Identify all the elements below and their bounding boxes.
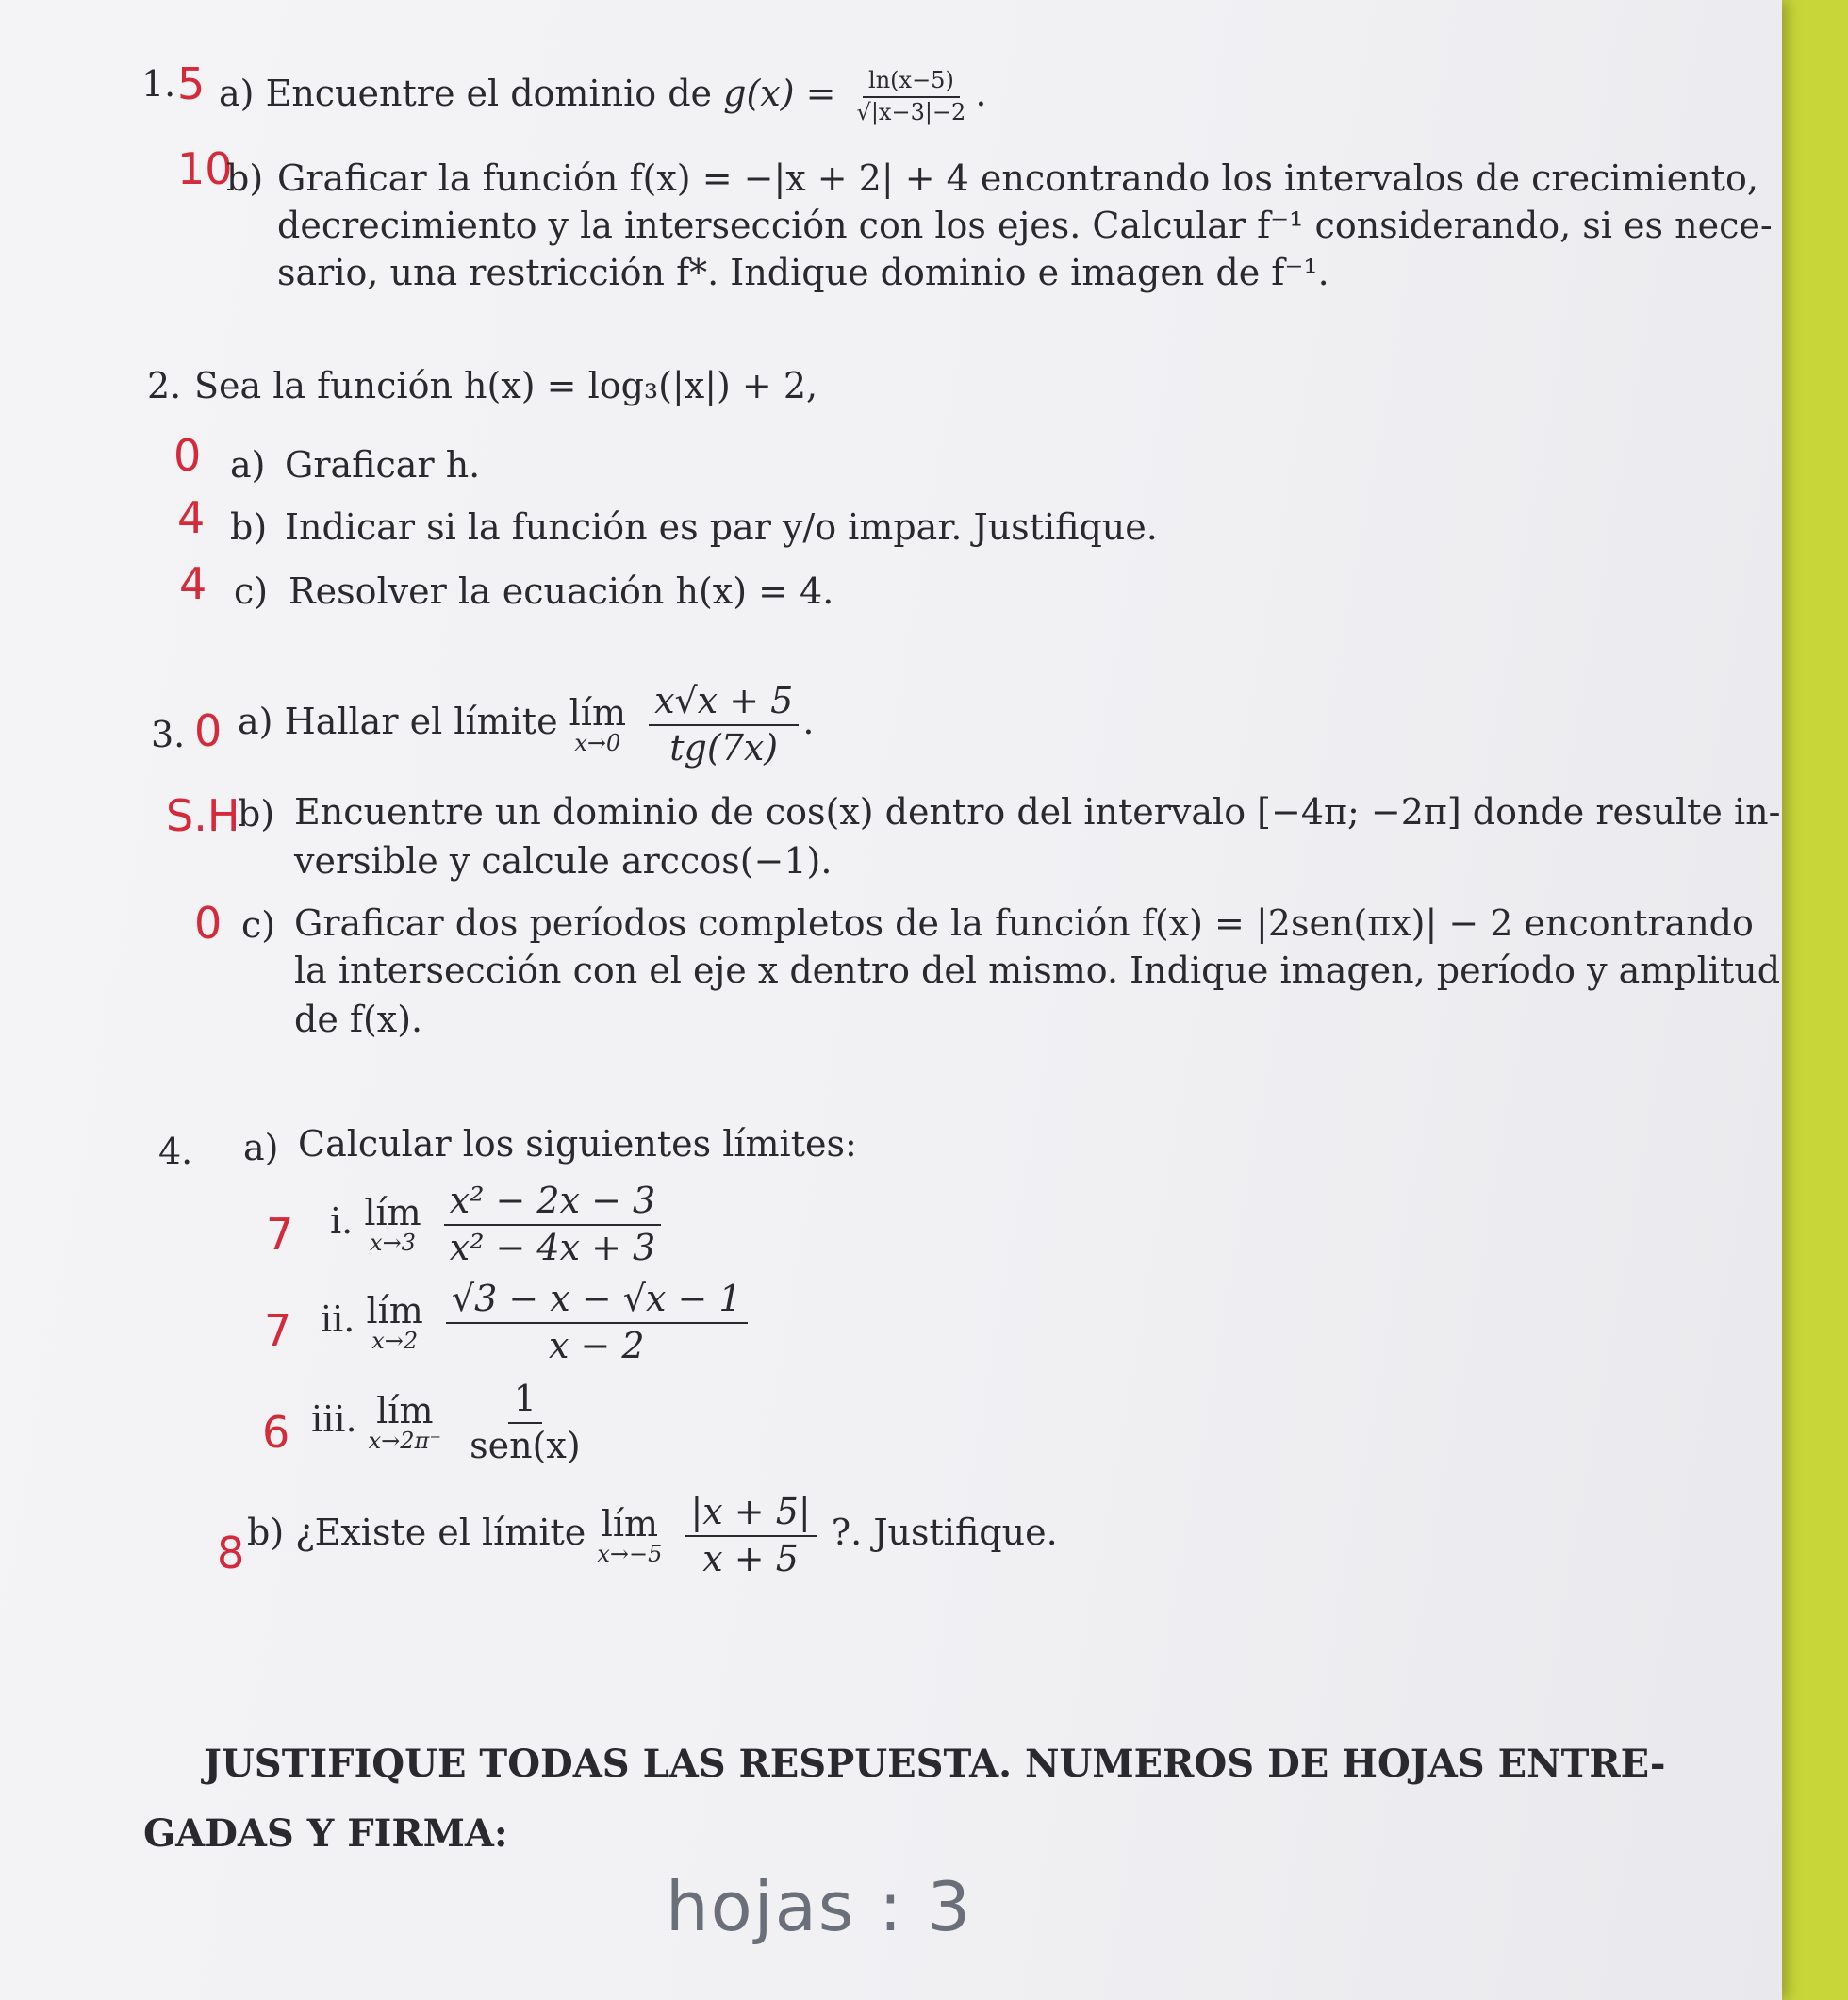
question-1a: a) Encuentre el dominio de g(x) = $\frac{\ln(x-5)}{√|x-3|-2}$ .	[219, 67, 987, 125]
limit-label: lím	[364, 1192, 421, 1234]
grade-mark-1a: 5	[177, 58, 206, 109]
question-1b-line3: sario, una restricción f*. Indique dominio e imagen de f⁻¹.	[277, 252, 1329, 293]
limit-label: lím	[366, 1290, 423, 1332]
fraction-4aii	[446, 1279, 748, 1366]
fraction-denominator: tg(7x)	[669, 726, 779, 769]
question-3b-letter: b)	[238, 793, 275, 835]
item-label: ii.	[321, 1298, 355, 1341]
question-3c-line1: Graficar dos períodos completos de la función f(x) = |2sen(πx)| − 2 encontrando	[294, 902, 1754, 944]
fraction-numerator: ln(x−5)	[863, 68, 960, 98]
grade-mark-2a: 0	[173, 430, 202, 481]
item-text: Hallar el límite	[284, 701, 558, 743]
footer-line1: JUSTIFIQUE TODAS LAS RESPUESTA. NUMEROS DE HOJAS ENTRE-	[204, 1742, 1666, 1786]
limit-4aiii	[311, 1379, 590, 1466]
fraction-numerator: 1	[508, 1379, 542, 1424]
question-3b-line2: versible y calcule arccos(−1).	[294, 840, 833, 882]
question-2c-letter: c)	[234, 570, 269, 612]
question-3-number: 3.	[151, 714, 186, 755]
question-3c-line3: de f(x).	[294, 999, 423, 1040]
limit-operator	[569, 693, 626, 756]
limit-operator	[597, 1504, 662, 1567]
fraction-4aiii	[464, 1379, 586, 1466]
fraction-4b	[685, 1492, 816, 1579]
fraction-denominator: x + 5	[702, 1537, 799, 1579]
question-2-intro: Sea la función h(x) = log₃(|x|) + 2,	[194, 365, 818, 406]
limit-4aii	[321, 1279, 751, 1366]
item-letter: a)	[238, 701, 273, 743]
grade-mark-3a: 0	[194, 705, 223, 756]
formula-g: g(x) =	[723, 73, 836, 115]
question-1b-letter: b)	[226, 157, 264, 199]
item-text: Encuentre el dominio de	[265, 73, 713, 115]
question-2a-letter: a)	[230, 444, 266, 486]
question-3c-letter: c)	[241, 904, 276, 946]
grade-mark-4aiii: 6	[262, 1407, 290, 1458]
limit-label: lím	[376, 1390, 434, 1432]
limit-subscript: x→−5	[597, 1540, 663, 1567]
limit-label: lím	[601, 1503, 659, 1545]
grade-mark-3c: 0	[194, 898, 223, 949]
question-4-number: 4.	[158, 1131, 193, 1172]
question-4a-letter: a)	[243, 1127, 279, 1168]
footer-line2: GADAS Y FIRMA:	[143, 1811, 508, 1856]
handwritten-sheet-count: hojas : 3	[666, 1867, 973, 1946]
fraction-denominator: x² − 4x + 3	[449, 1226, 656, 1268]
fraction-numerator: x√x + 5	[649, 681, 799, 726]
question-2c: Resolver la ecuación h(x) = 4.	[289, 570, 834, 612]
item-label: iii.	[311, 1398, 357, 1441]
item-tail: ?. Justifique.	[831, 1512, 1058, 1554]
question-3b-line1: Encuentre un dominio de cos(x) dentro del intervalo [−4π; −2π] donde resulte in-	[294, 791, 1781, 833]
question-1b-line1: Graficar la función f(x) = −|x + 2| + 4 encontrando los intervalos de crecimiento,	[277, 157, 1758, 199]
question-4b	[247, 1492, 1058, 1579]
limit-subscript: x→2π⁻	[368, 1427, 441, 1454]
fraction-g	[851, 68, 972, 125]
limit-subscript: x→3	[370, 1229, 416, 1256]
fraction-denominator: x − 2	[548, 1324, 645, 1366]
limit-label: lím	[569, 692, 626, 735]
grade-mark-4b: 8	[217, 1528, 245, 1579]
question-2b: Indicar si la función es par y/o impar. Justifique.	[285, 506, 1158, 548]
question-2b-letter: b)	[230, 506, 268, 548]
limit-operator	[369, 1391, 441, 1454]
grade-mark-2b: 4	[177, 492, 206, 543]
grade-mark-3b: S.H	[166, 790, 240, 841]
grade-mark-4ai: 7	[266, 1209, 294, 1260]
grade-mark-2c: 4	[179, 558, 207, 609]
item-letter: a)	[219, 73, 255, 115]
limit-operator	[364, 1193, 421, 1256]
question-3c-line2: la intersección con el eje x dentro del mismo. Indique imagen, período y amplitud	[294, 950, 1781, 991]
question-3a: a) Hallar el límite lím x→0 $\frac{x√x + 5}{tg(7x)}$ .	[238, 680, 815, 769]
question-1b-line2: decrecimiento y la intersección con los ejes. Calcular f⁻¹ considerando, si es nece-	[277, 205, 1773, 246]
fraction-numerator: |x + 5|	[685, 1492, 816, 1537]
item-letter: b)	[247, 1512, 285, 1554]
item-label: i.	[330, 1200, 354, 1243]
limit-operator	[366, 1291, 422, 1354]
fraction-numerator: x² − 2x − 3	[444, 1181, 661, 1226]
question-1-number: 1.	[141, 63, 176, 105]
item-text: ¿Existe el límite	[295, 1512, 586, 1554]
fraction-denominator: √|x−3|−2	[856, 98, 966, 125]
fraction-numerator: √3 − x − √x − 1	[446, 1279, 748, 1324]
grade-mark-1b: 10	[177, 143, 233, 194]
limit-subscript: x→0	[574, 729, 621, 756]
fraction-denominator: sen(x)	[470, 1424, 581, 1466]
limit-subscript: x→2	[371, 1327, 419, 1354]
question-4a: Calcular los siguientes límites:	[298, 1123, 857, 1165]
limit-4ai	[330, 1181, 665, 1268]
grade-mark-4aii: 7	[264, 1305, 292, 1356]
fraction-4ai	[444, 1181, 661, 1268]
question-2-number: 2.	[147, 365, 182, 406]
fraction-3a	[649, 681, 799, 769]
question-2a: Graficar h.	[285, 444, 481, 486]
